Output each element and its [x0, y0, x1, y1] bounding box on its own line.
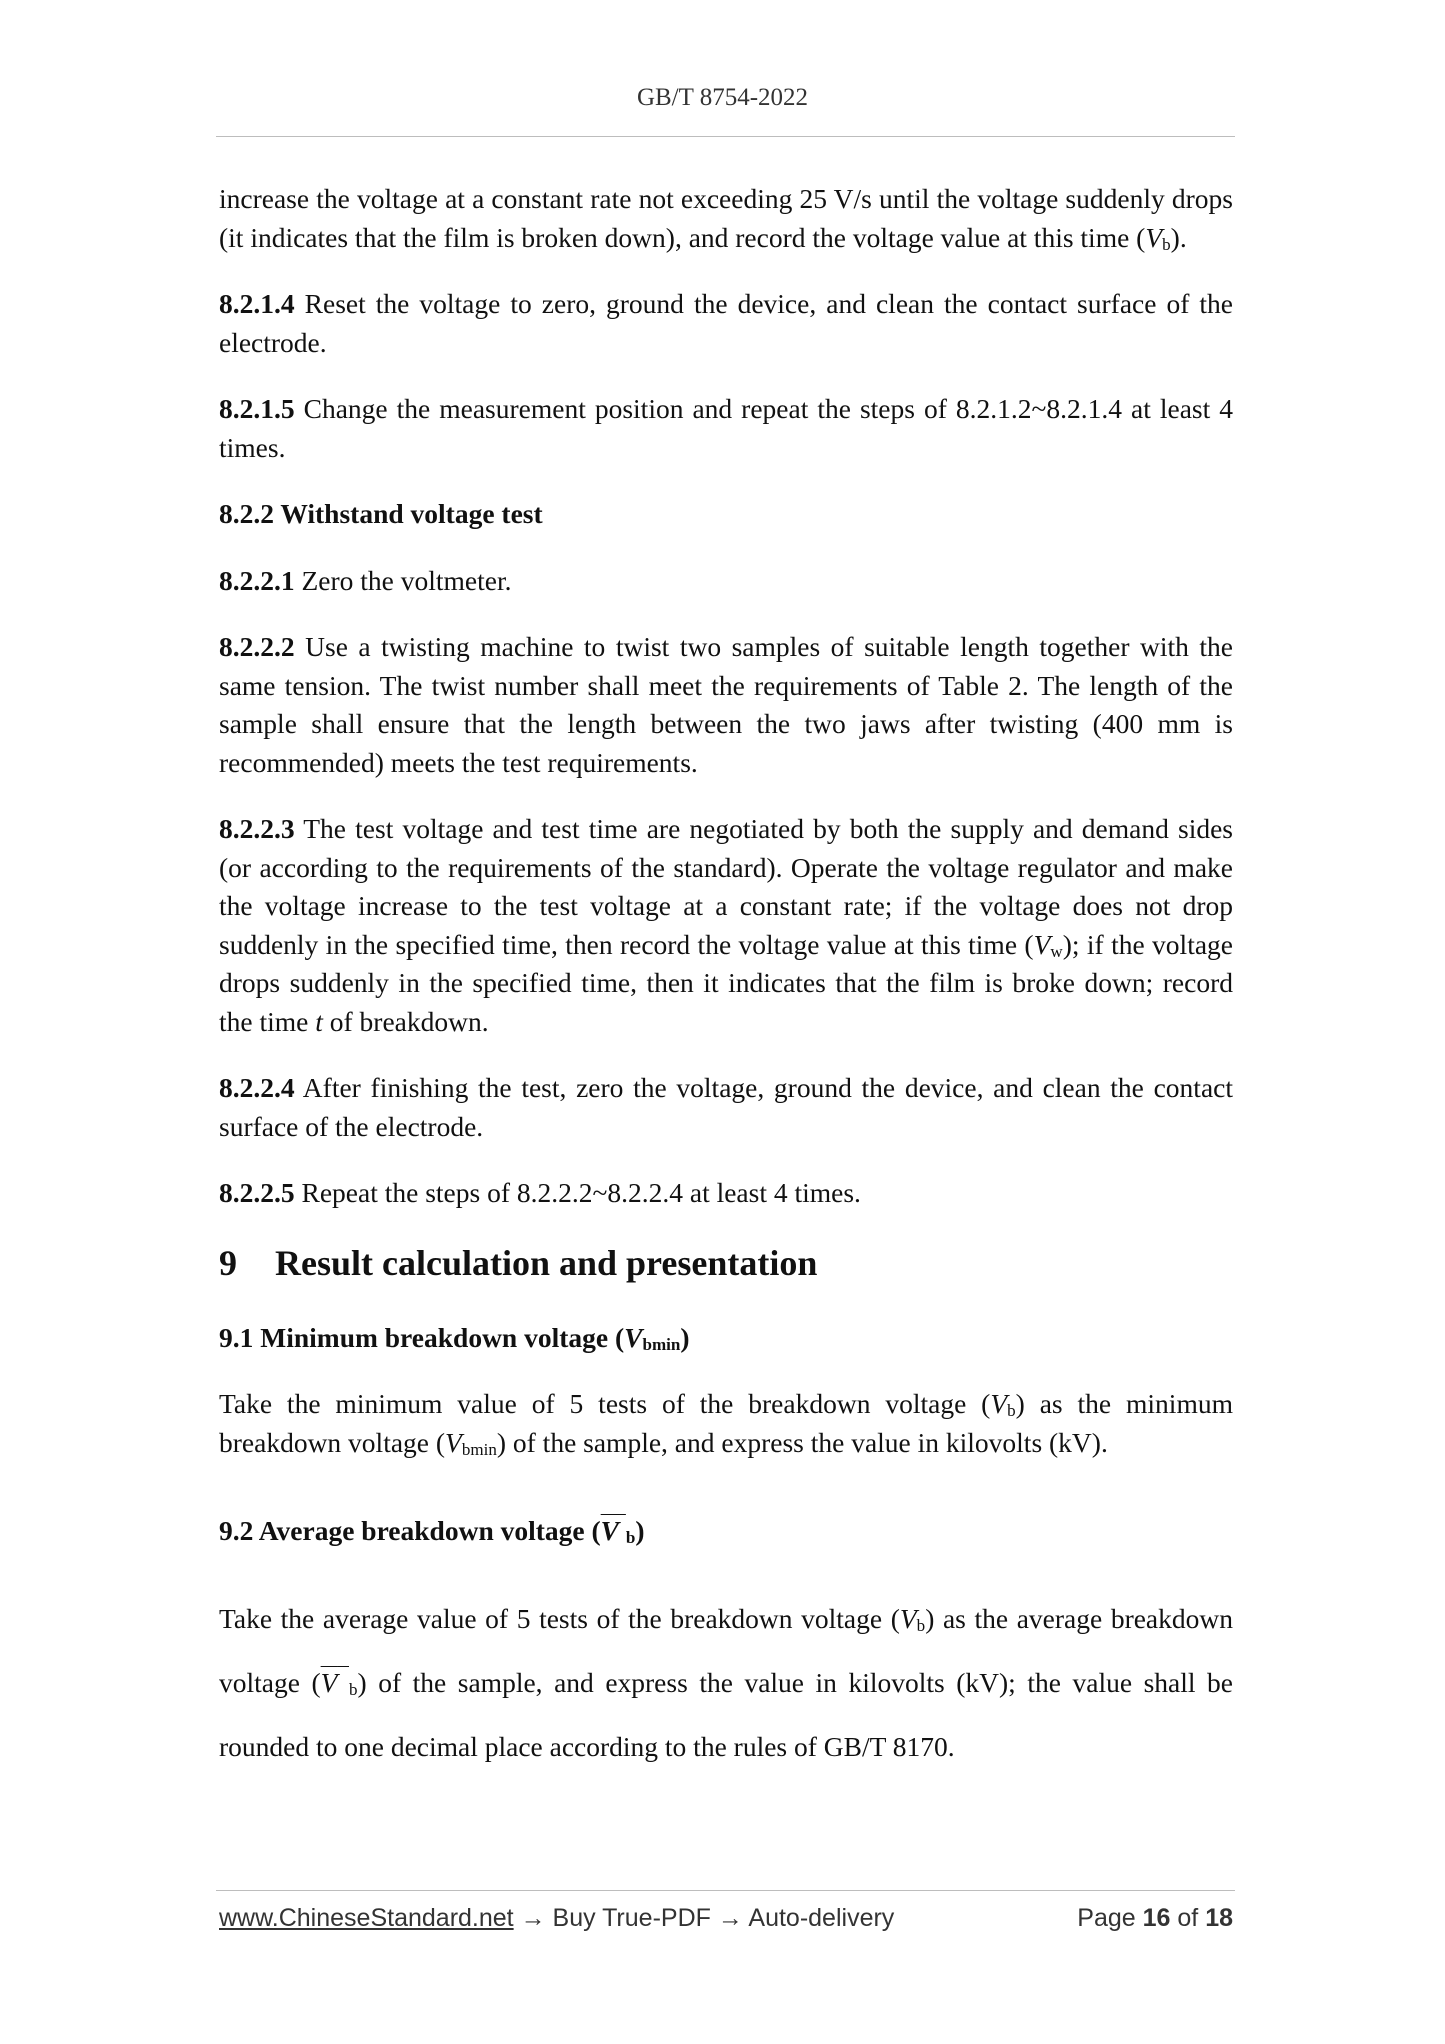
heading-8-2-2: 8.2.2 Withstand voltage test	[219, 498, 543, 529]
clause-8-2-2-4: 8.2.2.4 After finishing the test, zero the voltage, ground the device, and clean the contact surface of the electrode.	[219, 1072, 1233, 1142]
heading-9-1: 9.1 Minimum breakdown voltage $(V_{bmin})$	[219, 1321, 690, 1354]
clause-8-2-1-5: 8.2.1.5 Change the measurement position and repeat the steps of 8.2.1.2~8.2.1.4 at least 4 times.	[219, 393, 1233, 463]
site-link[interactable]: www.ChineseStandard.net	[219, 1904, 514, 1932]
paragraph-9-1: Take the minimum value of 5 tests of the breakdown voltage $(V_b)$ as the minimum breakdown voltage $(V_{bmin})$ of the sample, and express the value in kilovolts (kV).	[219, 1388, 1233, 1459]
page-header: GB/T 8754-2022	[636, 84, 809, 111]
current-page: 16	[1142, 1904, 1171, 1932]
mean-symbol: V	[600, 1515, 620, 1546]
section-9-heading	[219, 1241, 1233, 1285]
clause-8-2-2-3: 8.2.2.3 The test voltage and test time are negotiated by both the supply and demand sides (or according to the requirements of the standard). Operate the voltage regulator and make the voltage increase to the test voltage at a constant rate; if the voltage does not drop suddenly in the specified time, then record the voltage value at this time $(V_w)$; if the voltage drops suddenly in the specified time, then it indicates that the film is broke down; record the time t of breakdown.	[219, 813, 1233, 1037]
section-number: 9	[219, 1242, 237, 1283]
clause-8-2-2-1: 8.2.2.1 Zero the voltmeter.	[219, 564, 512, 596]
footer-rule	[216, 1890, 1235, 1891]
footer-left	[219, 1904, 894, 1933]
header-rule	[216, 136, 1235, 137]
clause-8-2-1-4: 8.2.1.4 Reset the voltage to zero, ground the device, and clean the contact surface of the electrode.	[219, 288, 1233, 358]
clause-8-2-2-5: 8.2.2.5 Repeat the steps of 8.2.2.2~8.2.2.4 at least 4 times.	[219, 1177, 861, 1208]
continued-paragraph: increase the voltage at a constant rate not exceeding 25 V/s until the voltage suddenly drops (it indicates that the film is broken down), and record the voltage value at this time $(V_b)$.	[219, 183, 1233, 254]
clause-8-2-2-2: 8.2.2.2 Use a twisting machine to twist two samples of suitable length together with the same tension. The twist number shall meet the requirements of Table 2. The length of the sample shall ensure that the length between the two jaws after twisting (400 mm is recommended) meets the test requirements.	[219, 631, 1233, 778]
page-indicator: Page 16 of 18	[1077, 1904, 1233, 1932]
paragraph-9-2: Take the average value of 5 tests of the breakdown voltage $(V_b)$ as the average breakdown voltage (V $_b$) of the sample, and express the value in kilovolts (kV); the value shall be rounded to one decimal place according to the rules of GB/T 8170.	[219, 1602, 1234, 1762]
document-body	[219, 180, 1233, 1779]
footer-nav-text: → Buy True-PDF → Auto-delivery	[513, 1904, 895, 1932]
section-title: Result calculation and presentation	[275, 1242, 818, 1283]
mean-symbol: V	[320, 1666, 338, 1698]
heading-9-2: 9.2 Average breakdown voltage (V $_b$)	[219, 1515, 645, 1548]
page-footer	[219, 1904, 1233, 1944]
total-pages: 18	[1205, 1904, 1233, 1932]
